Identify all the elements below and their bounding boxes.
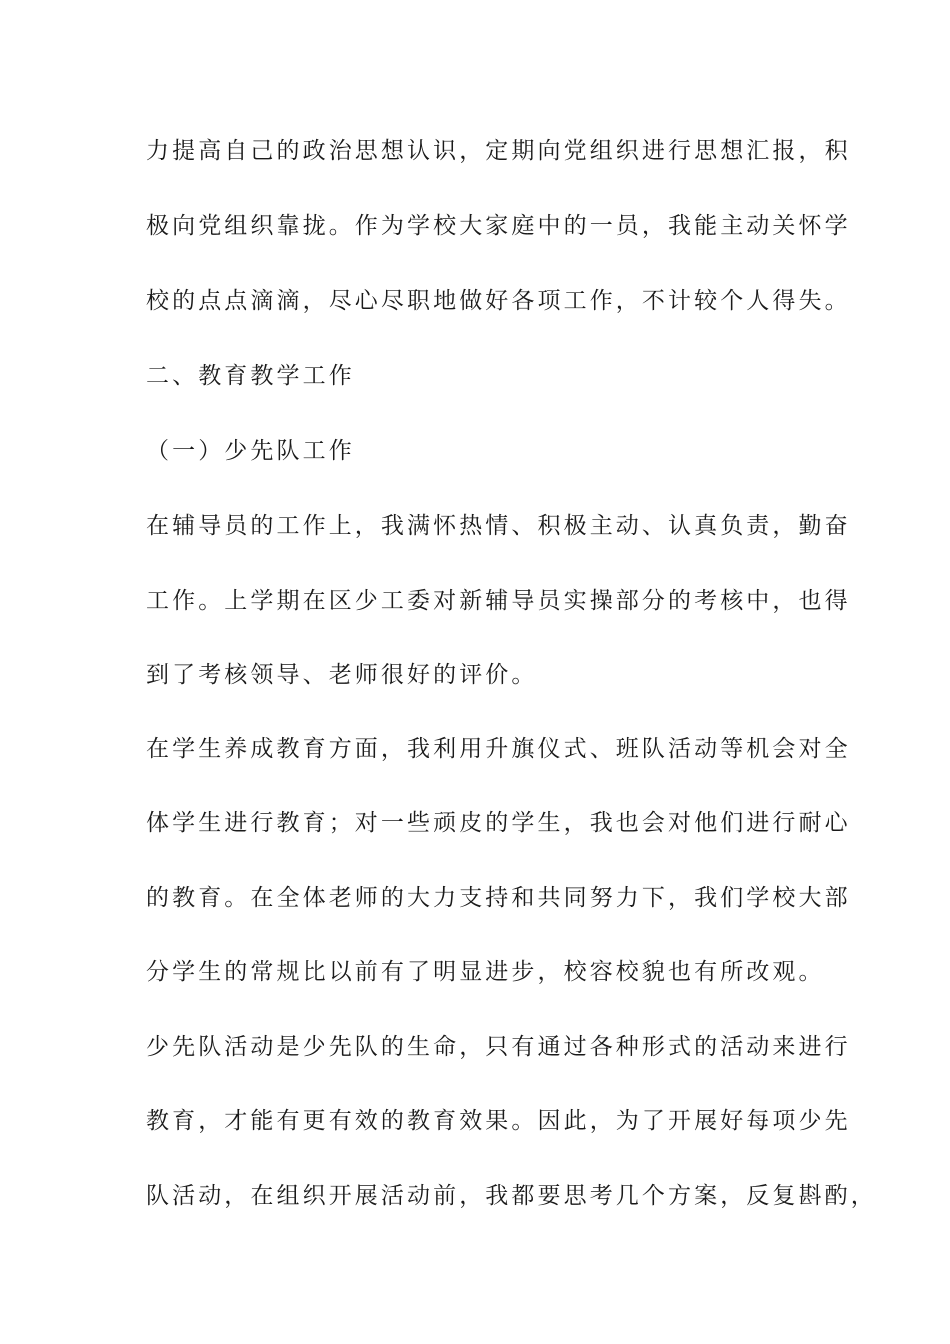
section-heading: 二、教育教学工作 bbox=[146, 363, 355, 389]
body-text-line: 极向党组织靠拢。作为学校大家庭中的一员，我能主动关怀学 bbox=[146, 213, 851, 239]
body-text-line: 队活动，在组织开展活动前，我都要思考几个方案，反复斟酌， bbox=[146, 1183, 877, 1209]
body-text-line: 少先队活动是少先队的生命，只有通过各种形式的活动来进行 bbox=[146, 1034, 851, 1060]
body-text-line: 到了考核领导、老师很好的评价。 bbox=[146, 662, 538, 688]
subsection-heading: （一）少先队工作 bbox=[146, 438, 355, 464]
body-text-line: 在学生养成教育方面，我利用升旗仪式、班队活动等机会对全 bbox=[146, 736, 851, 762]
body-text-line: 工作。上学期在区少工委对新辅导员实操部分的考核中，也得 bbox=[146, 588, 851, 614]
body-text-line: 分学生的常规比以前有了明显进步，校容校貌也有所改观。 bbox=[146, 959, 825, 985]
body-text-line: 校的点点滴滴，尽心尽职地做好各项工作，不计较个人得失。 bbox=[146, 288, 851, 314]
body-text-line: 教育，才能有更有效的教育效果。因此，为了开展好每项少先 bbox=[146, 1108, 851, 1134]
body-text-line: 体学生进行教育；对一些顽皮的学生，我也会对他们进行耐心 bbox=[146, 810, 851, 836]
body-text-line: 力提高自己的政治思想认识，定期向党组织进行思想汇报，积 bbox=[146, 138, 851, 164]
body-text-line: 在辅导员的工作上，我满怀热情、积极主动、认真负责，勤奋 bbox=[146, 513, 851, 539]
body-text-line: 的教育。在全体老师的大力支持和共同努力下，我们学校大部 bbox=[146, 885, 851, 911]
